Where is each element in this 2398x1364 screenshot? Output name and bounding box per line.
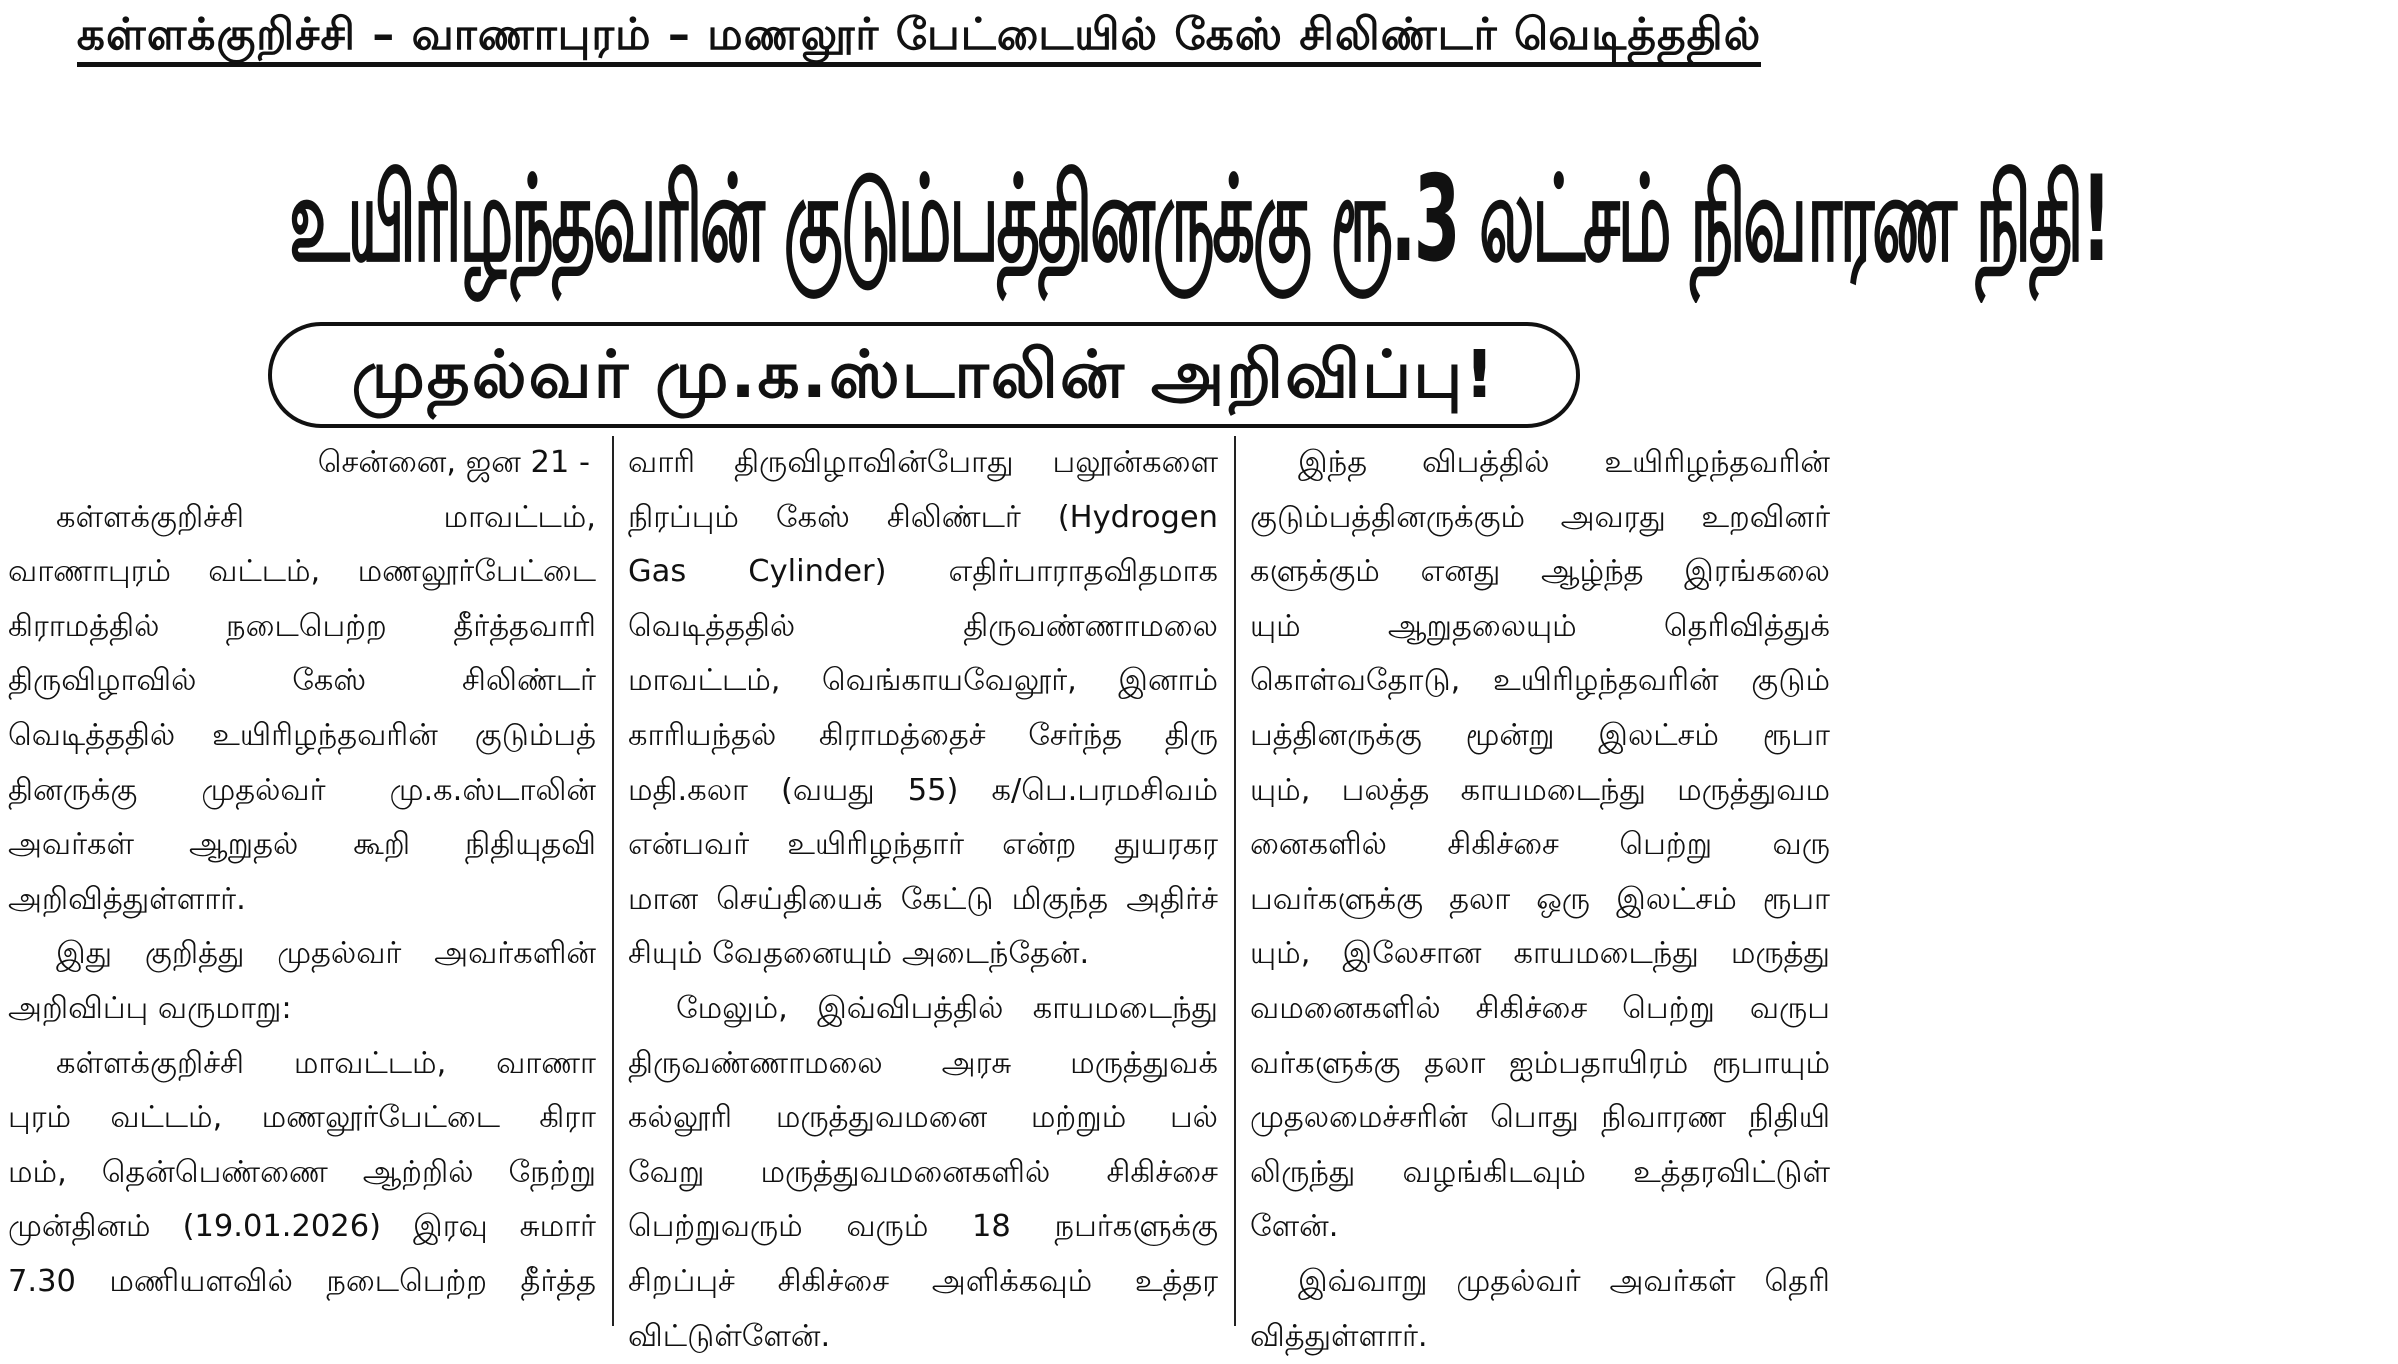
article-line: வெடித்ததில் திருவண்ணாமலை [628,600,1218,655]
article-line: மதி.கலா (வயது 55) க/பெ.பரமசிவம் [628,764,1218,819]
article-line: விட்டுள்ளேன். [628,1310,1218,1364]
article-line: களுக்கும் எனது ஆழ்ந்த இரங்கலை [1250,545,1830,600]
article-line: தினருக்கு முதல்வர் மு.க.ஸ்டாலின் [8,764,596,819]
article-line: யும் ஆறுதலையும் தெரிவித்துக் [1250,600,1830,655]
article-line: முன்தினம் (19.01.2026) இரவு சுமார் [8,1200,596,1255]
article-line: ளேன். [1250,1200,1830,1255]
article-line: பெற்றுவரும் வரும் 18 நபர்களுக்கு [628,1200,1218,1255]
article-line: வித்துள்ளார். [1250,1310,1830,1364]
subheadline: முதல்வர் மு.க.ஸ்டாலின் அறிவிப்பு! [352,326,1497,424]
article-line: கொள்வதோடு, உயிரிழந்தவரின் குடும் [1250,654,1830,709]
article-line: கள்ளக்குறிச்சி மாவட்டம், [8,491,596,546]
article-line: திருவிழாவில் கேஸ் சிலிண்டர் [8,654,596,709]
article-line: அறிவிப்பு வருமாறு: [8,982,596,1037]
article-column-2 [628,436,1218,1326]
article-line: கள்ளக்குறிச்சி மாவட்டம், வாணா [8,1037,596,1092]
article-line: இந்த விபத்தில் உயிரிழந்தவரின் [1250,436,1830,491]
article-line: அறிவித்துள்ளார். [8,873,596,928]
article-line: அவர்கள் ஆறுதல் கூறி நிதியுதவி [8,818,596,873]
article-line: இவ்வாறு முதல்வர் அவர்கள் தெரி [1250,1255,1830,1310]
article-line: யும், இலேசான காயமடைந்து மருத்து [1250,927,1830,982]
article-line: புரம் வட்டம், மணலூர்பேட்டை கிரா [8,1091,596,1146]
article-column-1 [8,436,596,1326]
article-line: வாணாபுரம் வட்டம், மணலூர்பேட்டை [8,545,596,600]
article-line: வமனைகளில் சிகிச்சை பெற்று வருப [1250,982,1830,1037]
article-body [0,436,1838,1334]
article-line: சியும் வேதனையும் அடைந்தேன். [628,927,1218,982]
article-line: கிராமத்தில் நடைபெற்ற தீர்த்தவாரி [8,600,596,655]
dateline: சென்னை, ஜன 21 - [8,436,596,491]
article-line: காரியந்தல் கிராமத்தைச் சேர்ந்த திரு [628,709,1218,764]
article-line: என்பவர் உயிரிழந்தார் என்ற துயரகர [628,818,1218,873]
subheadline-box [268,322,1580,428]
article-line: Gas Cylinder) எதிர்பாராதவிதமாக [628,545,1218,600]
headline-text: உயிரிழந்தவரின் குடும்பத்தினருக்கு ரூ.3 லட்சம் நிவாரண நிதி! [289,118,2109,321]
article-line: பத்தினருக்கு மூன்று இலட்சம் ரூபா [1250,709,1830,764]
article-line: வர்களுக்கு தலா ஐம்பதாயிரம் ரூபாயும் [1250,1037,1830,1092]
headline [0,118,1838,321]
article-line: யும், பலத்த காயமடைந்து மருத்துவம [1250,764,1830,819]
kicker-text: கள்ளக்குறிச்சி – வாணாபுரம் – மணலூர் பேட்டையில் கேஸ் சிலிண்டர் வெடித்ததில் [77,9,1761,67]
article-line: பவர்களுக்கு தலா ஒரு இலட்சம் ரூபா [1250,873,1830,928]
article-line: னைகளில் சிகிச்சை பெற்று வரு [1250,818,1830,873]
article-line: மான செய்தியைக் கேட்டு மிகுந்த அதிர்ச் [628,873,1218,928]
article-line: திருவண்ணாமலை அரசு மருத்துவக் [628,1037,1218,1092]
article-column-3 [1250,436,1830,1326]
article-line: வாரி திருவிழாவின்போது பலூன்களை [628,436,1218,491]
article-line: லிருந்து வழங்கிடவும் உத்தரவிட்டுள் [1250,1146,1830,1201]
kicker-strapline [0,0,1838,84]
article-line: இது குறித்து முதல்வர் அவர்களின் [8,927,596,982]
article-line: மம், தென்பெண்ணை ஆற்றில் நேற்று [8,1146,596,1201]
article-line: முதலமைச்சரின் பொது நிவாரண நிதியி [1250,1091,1830,1146]
article-line: கல்லூரி மருத்துவமனை மற்றும் பல் [628,1091,1218,1146]
article-line: நிரப்பும் கேஸ் சிலிண்டர் (Hydrogen [628,491,1218,546]
article-line: குடும்பத்தினருக்கும் அவரது உறவினர் [1250,491,1830,546]
article-line: வேறு மருத்துவமனைகளில் சிகிச்சை [628,1146,1218,1201]
article-line: வெடித்ததில் உயிரிழந்தவரின் குடும்பத் [8,709,596,764]
article-line: மேலும், இவ்விபத்தில் காயமடைந்து [628,982,1218,1037]
article-line: சிறப்புச் சிகிச்சை அளிக்கவும் உத்தர [628,1255,1218,1310]
article-line: மாவட்டம், வெங்காயவேலூர், இனாம் [628,654,1218,709]
article-line: 7.30 மணியளவில் நடைபெற்ற தீர்த்த [8,1255,596,1310]
